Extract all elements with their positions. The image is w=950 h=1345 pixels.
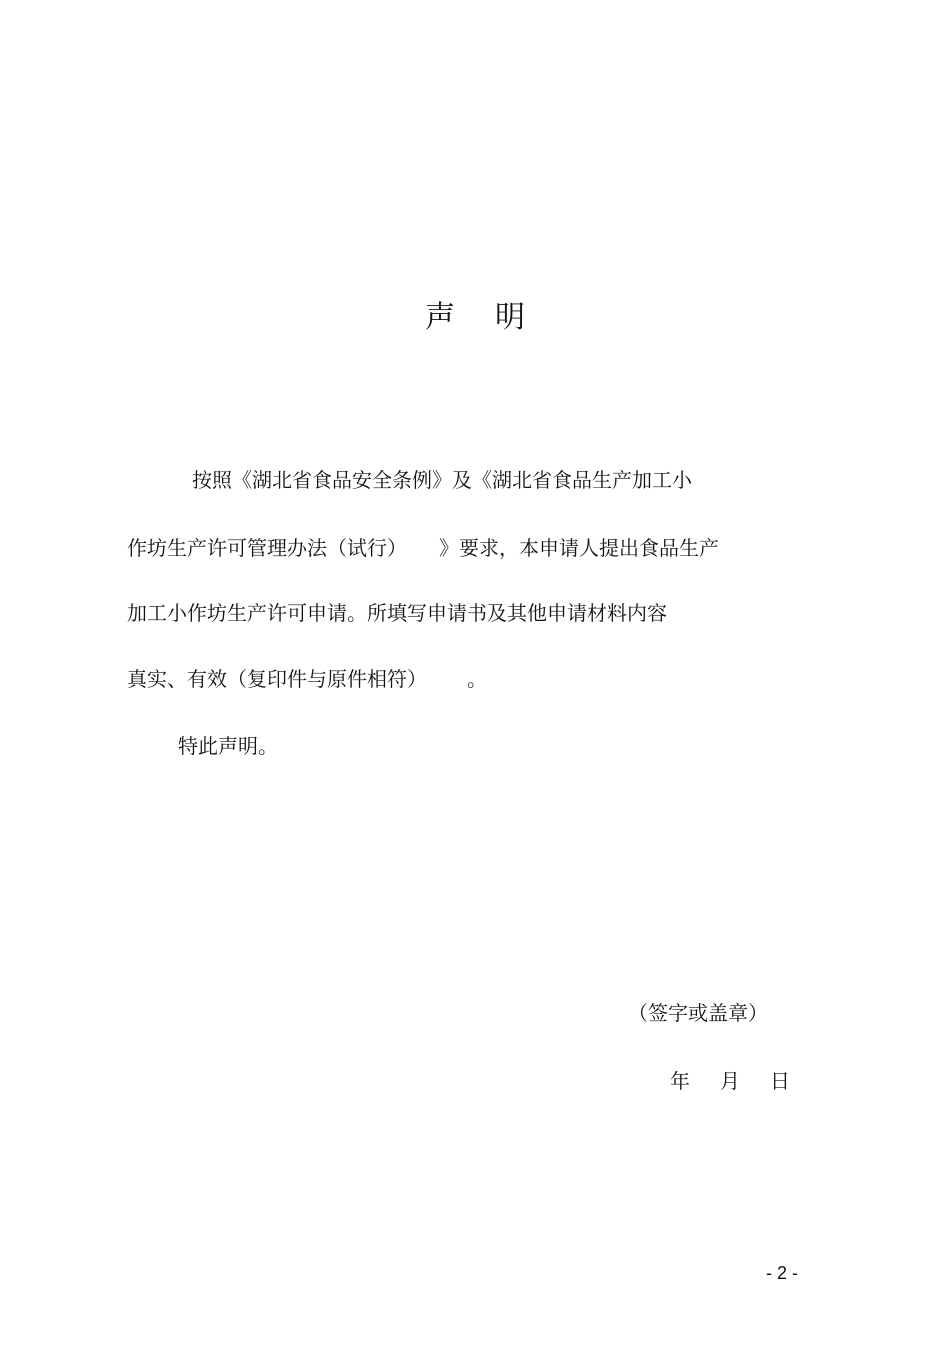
signature-text: （签字或盖章） (628, 1001, 768, 1025)
body-line-3 (127, 598, 667, 628)
body-line-1 (192, 465, 692, 495)
page-number: - 2 - (766, 1263, 799, 1283)
date-month: 月 (720, 1069, 740, 1093)
date-line (670, 1066, 790, 1096)
body-line-4b-text: 。 (467, 667, 487, 691)
body-line-1-text: 按照《湖北省食品安全条例》及《湖北省食品生产加工小 (192, 468, 692, 492)
body-line-4a-text: 真实、有效（复印件与原件相符） (127, 667, 427, 691)
closing-text: 特此声明。 (178, 734, 278, 758)
body-line-2b-text: 》要求，本申请人提出食品生产 (439, 536, 719, 560)
title-char-2: 明 (495, 300, 525, 335)
body-line-3-text: 加工小作坊生产许可申请。所填写申请书及其他申请材料内容 (127, 601, 667, 625)
body-line-2a-text: 作坊生产许可管理办法（试行） (127, 536, 407, 560)
body-line-4 (127, 664, 487, 694)
page-title (0, 296, 950, 340)
signature-label (628, 998, 768, 1028)
title-char-1: 声 (425, 300, 455, 335)
body-line-2 (127, 533, 719, 563)
closing-statement (178, 731, 278, 761)
date-day: 日 (770, 1069, 790, 1093)
date-year: 年 (670, 1069, 690, 1093)
